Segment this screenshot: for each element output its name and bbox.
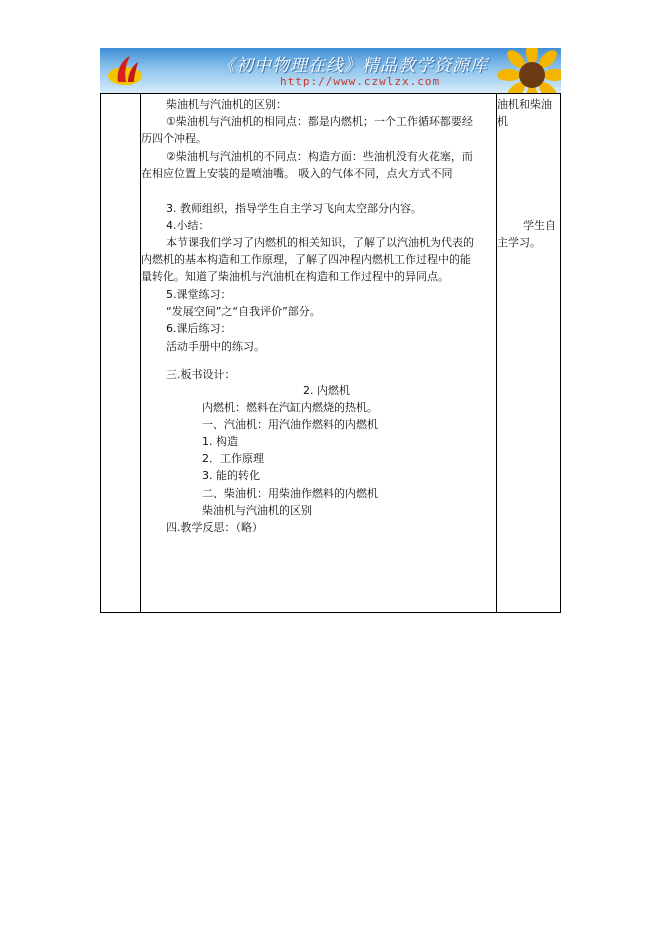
sunflower-icon bbox=[497, 48, 561, 93]
side-note: 学生自 bbox=[523, 219, 556, 232]
text-line: 在相应位置上安装的是喷油嘴。 吸入的气体不同，点火方式不同 bbox=[141, 167, 453, 180]
side-note: 主学习。 bbox=[497, 236, 541, 249]
section-heading: 三.板书设计： bbox=[166, 368, 236, 381]
text-line: ②柴油机与汽油机的不同点：构造方面：些油机没有火花塞，而 bbox=[166, 150, 473, 163]
text-line: 内燃机的基本构造和工作原理，了解了四冲程内燃机工作过程中的能 bbox=[141, 253, 471, 266]
board-title: 2. 内燃机 bbox=[303, 384, 350, 397]
side-note: 机 bbox=[497, 115, 508, 128]
section-heading: 四.教学反思：（略） bbox=[166, 521, 263, 534]
banner-title: 《初中物理在线》精品教学资源库 bbox=[218, 56, 488, 76]
text-line: 柴油机与汽油机的区别 bbox=[202, 504, 312, 517]
text-line: 3. 教师组织，指导学生自主学习飞向太空部分内容。 bbox=[166, 202, 422, 215]
column-divider bbox=[496, 94, 497, 612]
site-logo-icon bbox=[106, 52, 144, 90]
text-line: 6.课后练习： bbox=[166, 322, 232, 335]
text-line: 柴油机与汽油机的区别： bbox=[166, 98, 287, 111]
text-line: 本节课我们学习了内燃机的相关知识，了解了以汽油机为代表的 bbox=[166, 236, 474, 249]
text-line: “发展空间”之“自我评价”部分。 bbox=[166, 305, 321, 318]
text-line: 5.课堂练习： bbox=[166, 288, 232, 301]
text-line: 量转化。知道了柴油机与汽油机在构造和工作过程中的异同点。 bbox=[141, 270, 449, 283]
lesson-table bbox=[100, 93, 561, 613]
banner-url: http://www.czwlzx.com bbox=[280, 75, 441, 88]
text-line: 历四个冲程。 bbox=[141, 132, 207, 145]
text-line: 4.小结： bbox=[166, 219, 210, 232]
text-line: 活动手册中的练习。 bbox=[166, 340, 265, 353]
side-note: 油机和柴油 bbox=[497, 98, 552, 111]
text-line: 一、汽油机：用汽油作燃料的内燃机 bbox=[202, 418, 378, 431]
text-line: 3. 能的转化 bbox=[202, 469, 260, 482]
text-line: 2．工作原理 bbox=[202, 452, 264, 465]
text-line: 二、柴油机：用柴油作燃料的内燃机 bbox=[202, 487, 378, 500]
header-banner bbox=[100, 48, 561, 93]
text-line: ①柴油机与汽油机的相同点：都是内燃机；一个工作循环都要经 bbox=[166, 115, 473, 128]
text-line: 内燃机：燃料在汽缸内燃烧的热机。 bbox=[202, 401, 378, 414]
text-line: 1. 构造 bbox=[202, 435, 238, 448]
